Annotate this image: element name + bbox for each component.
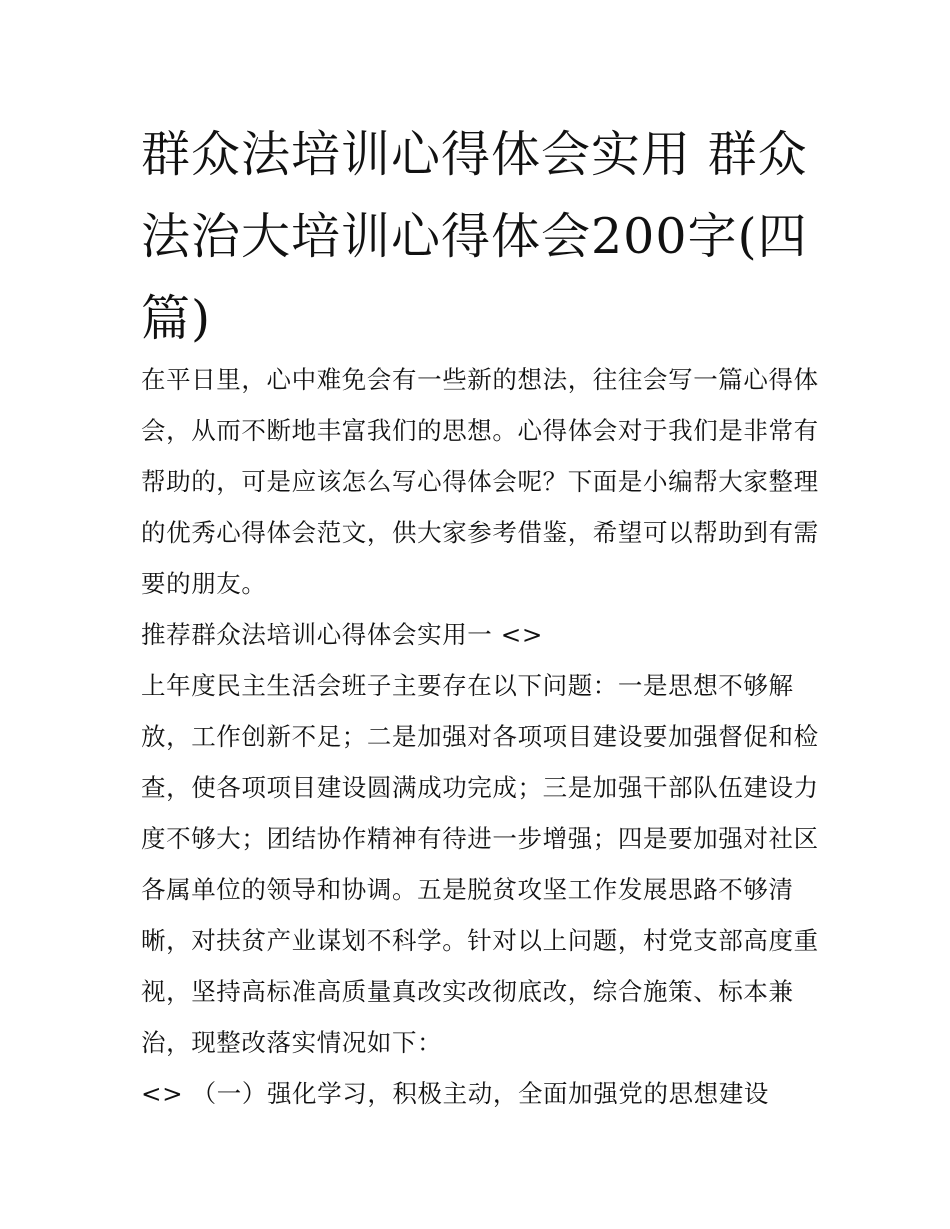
paragraph-section-heading: 推荐群众法培训心得体会实用一 <>: [141, 620, 544, 649]
paragraph-intro: 在平日里，心中难免会有一些新的想法，往往会写一篇心得体会，从而不断地丰富我们的思想。心得体会对于我们是非常有帮助的，可是应该怎么写心得体会呢？下面是小编帮大家整理的优秀心得体会范文，供大家参考借鉴，希望可以帮助到有需要的朋友。: [141, 365, 819, 598]
document-body: [141, 354, 821, 1119]
paragraph-subsection-heading: <> （一）强化学习，积极主动，全面加强党的思想建设: [141, 1079, 769, 1108]
paragraph-issues: 上年度民主生活会班子主要存在以下问题：一是思想不够解放，工作创新不足；二是加强对各项项目建设要加强督促和检查，使各项项目建设圆满成功完成；三是加强干部队伍建设力度不够大；团结协作精神有待进一步增强；四是要加强对社区各属单位的领导和协调。五是脱贫攻坚工作发展思路不够清晰，对扶贫产业谋划不科学。针对以上问题，村党支部高度重视，坚持高标准高质量真改实改彻底改，综合施策、标本兼治，现整改落实情况如下：: [141, 671, 819, 1057]
document-title: 群众法培训心得体会实用 群众法治大培训心得体会200字(四篇): [141, 126, 808, 347]
